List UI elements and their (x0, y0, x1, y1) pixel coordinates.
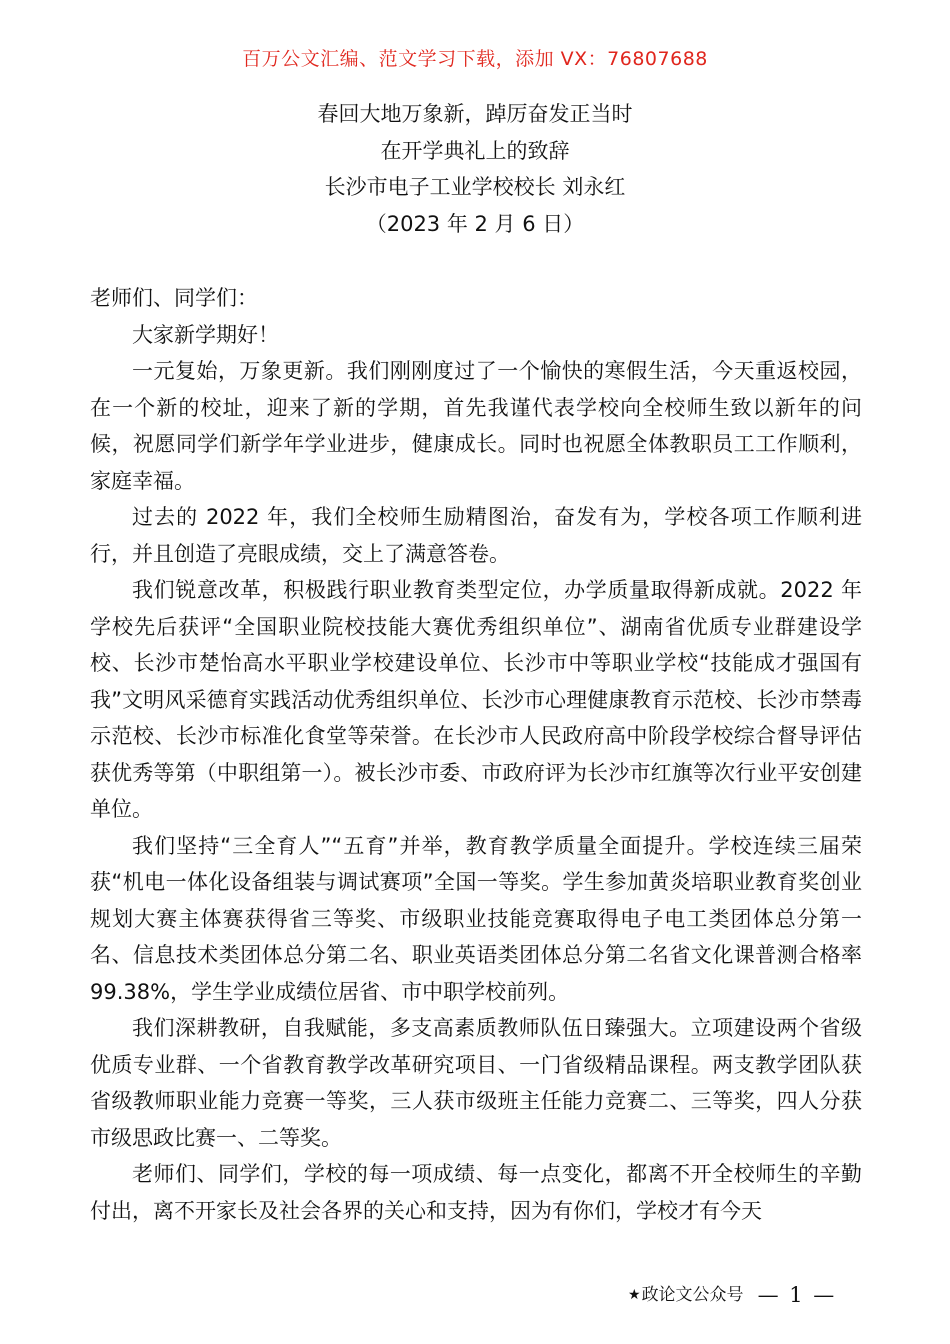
speech-date: （2023 年 2 月 6 日） (365, 211, 585, 236)
page-number: — 1 — (757, 1283, 837, 1307)
paragraph: 我们深耕教研，自我赋能，多支高素质教师队伍日臻强大。立项建设两个省级优质专业群、一个省教育教学改革研究项目、一门省级精品课程。两支教学团队获省级教师职业能力竞赛一等奖，三人获市级班主任能力竞赛二、三等奖，四人分获市级思政比赛一、二等奖。 (90, 1016, 862, 1150)
title-block (0, 96, 950, 242)
promo-banner: 百万公文汇编、范文学习下载，添加 VX：76807688 (242, 48, 708, 70)
star-icon: ★ (628, 1287, 641, 1303)
page-footer (628, 1282, 888, 1308)
paragraph: 过去的 2022 年，我们全校师生励精图治，奋发有为，学校各项工作顺利进行，并且创造了亮眼成绩，交上了满意答卷。 (90, 505, 862, 566)
speech-subtitle: 在开学典礼上的致辞 (380, 138, 570, 163)
speech-body (90, 280, 862, 1229)
speaker-line: 长沙市电子工业学校校长 刘永红 (324, 175, 626, 199)
paragraph: 大家新学期好！ (132, 322, 279, 347)
paragraph: 我们坚持“三全育人”“五育”并举，教育教学质量全面提升。学校连续三届荣获“机电一体化设备组装与调试赛项”全国一等奖。学生参加黄炎培职业教育奖创业规划大赛主体赛获得省三等奖、市级职业技能竞赛取得电子电工类团体总分第一名、信息技术类团体总分第二名、职业英语类团体总分第二名省文化课普测合格率 99.38%，学生学业成绩位居省、市中职学校前列。 (90, 833, 862, 1004)
paragraph: 老师们、同学们，学校的每一项成绩、每一点变化，都离不开全校师生的辛勤付出，离不开家长及社会各界的关心和支持，因为有你们，学校才有今天 (90, 1162, 862, 1223)
salutation: 老师们、同学们： (90, 286, 258, 310)
footer-source: 政论文公众号 (641, 1285, 744, 1305)
speech-title: 春回大地万象新，踔厉奋发正当时 (317, 102, 633, 126)
paragraph: 一元复始，万象更新。我们刚刚度过了一个愉快的寒假生活，今天重返校园，在一个新的校址，迎来了新的学期，首先我谨代表学校向全校师生致以新年的问候，祝愿同学们新学年学业进步，健康成长。同时也祝愿全体教职员工工作顺利，家庭幸福。 (90, 359, 862, 493)
paragraph: 我们锐意改革，积极践行职业教育类型定位，办学质量取得新成就。2022 年学校先后获评“全国职业院校技能大赛优秀组织单位”、湖南省优质专业群建设学校、长沙市楚怡高水平职业学校建设单位、长沙市中等职业学校“技能成才强国有我”文明风采德育实践活动优秀组织单位、长沙市心理健康教育示范校、长沙市禁毒示范校、长沙市标准化食堂等荣誉。在长沙市人民政府高中阶段学校综合督导评估获优秀等第（中职组第一）。被长沙市委、市政府评为长沙市红旗等次行业平安创建单位。 (90, 578, 862, 821)
